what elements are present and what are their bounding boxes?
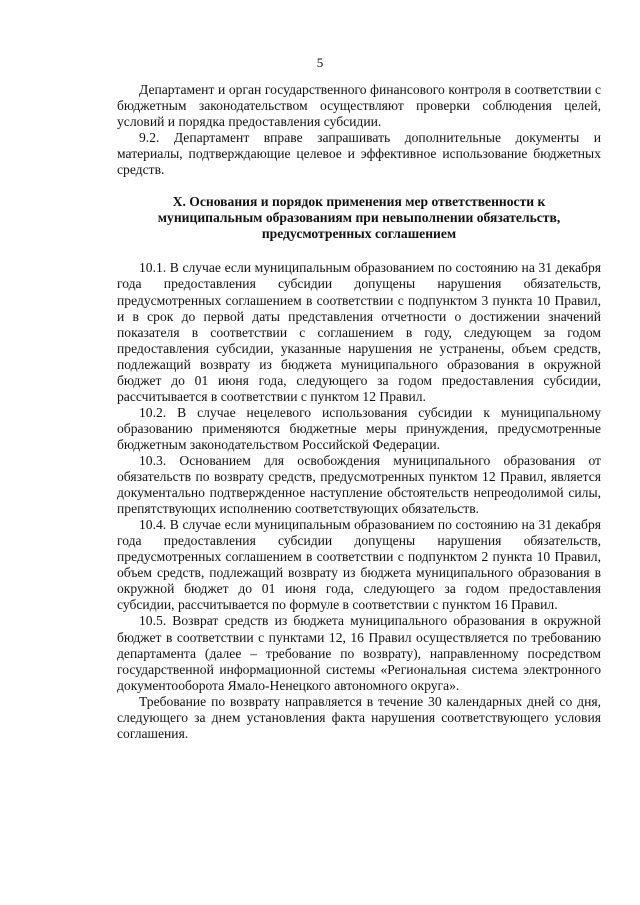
document-body <box>117 82 601 742</box>
paragraph-9-1-tail: Департамент и орган государственного финансового контроля в соответствии с бюджетным законодательством осуществляют проверки соблюдения целей, условий и порядка предоставления субсидии. <box>117 82 601 130</box>
heading-line-2: муниципальным образованиям при невыполнении обязательств, <box>157 210 561 226</box>
paragraph-10-3: 10.3. Основанием для освобождения муниципального образования от обязательств по возврату средств, предусмотренных пунктом 12 Правил, является документально подтвержденное наступление обстоятельств непреодолимой силы, препятствующих исполнению соответствующих обязательств. <box>117 452 601 517</box>
paragraph-10-2: 10.2. В случае нецелевого использования субсидии к муниципальному образованию применяются бюджетные меры принуждения, предусмотренные бюджетным законодательством Российской Федерации. <box>117 404 601 452</box>
paragraph-10-5: 10.5. Возврат средств из бюджета муниципального образования в окружной бюджет в соответствии с пунктами 12, 16 Правил осуществляется по требованию департамента (далее – требование по возврату), направленному посредством государственной информационной системы «Региональная система электронного документооборота Ямало-Ненецкого автономного округа». <box>117 613 601 693</box>
heading-line-1: X. Основания и порядок применения мер ответственности к <box>172 194 546 210</box>
page-number: 5 <box>316 55 324 70</box>
paragraph-10-1: 10.1. В случае если муниципальным образованием по состоянию на 31 декабря года предоставления субсидии допущены нарушения обязательств, предусмотренных соглашением в соответствии с подпунктом 3 пункта 10 Правил, и в срок до первой даты представления отчетности о достижении значений показателя в соответствии с соглашением в году, следующем за годом предоставления субсидии, указанные нарушения не устранены, объем средств, подлежащий возврату из бюджета муниципального образования в окружной бюджет до 01 июня года, следующего за годом предоставления субсидии, рассчитывается в соответствии с пунктом 12 Правил. <box>117 260 601 404</box>
paragraph-9-2: 9.2. Департамент вправе запрашивать дополнительные документы и материалы, подтверждающие целевое и эффективное использование бюджетных средств. <box>117 130 601 178</box>
section-x-heading <box>117 194 601 242</box>
paragraph-10-4: 10.4. В случае если муниципальным образованием по состоянию на 31 декабря года предоставления субсидии допущены нарушения обязательств, предусмотренных соглашением в соответствии с подпунктом 2 пункта 10 Правил, объем средств, подлежащий возврату из бюджета муниципального образования в окружной бюджет до 01 июня года, следующего за годом предоставления субсидии, рассчитывается по формуле в соответствии с пунктом 16 Правил. <box>117 517 601 613</box>
heading-line-3: предусмотренных соглашением <box>261 226 457 242</box>
paragraph-10-5-continuation: Требование по возврату направляется в течение 30 календарных дней со дня, следующего за днем установления факта нарушения соответствующего условия соглашения. <box>117 693 601 741</box>
